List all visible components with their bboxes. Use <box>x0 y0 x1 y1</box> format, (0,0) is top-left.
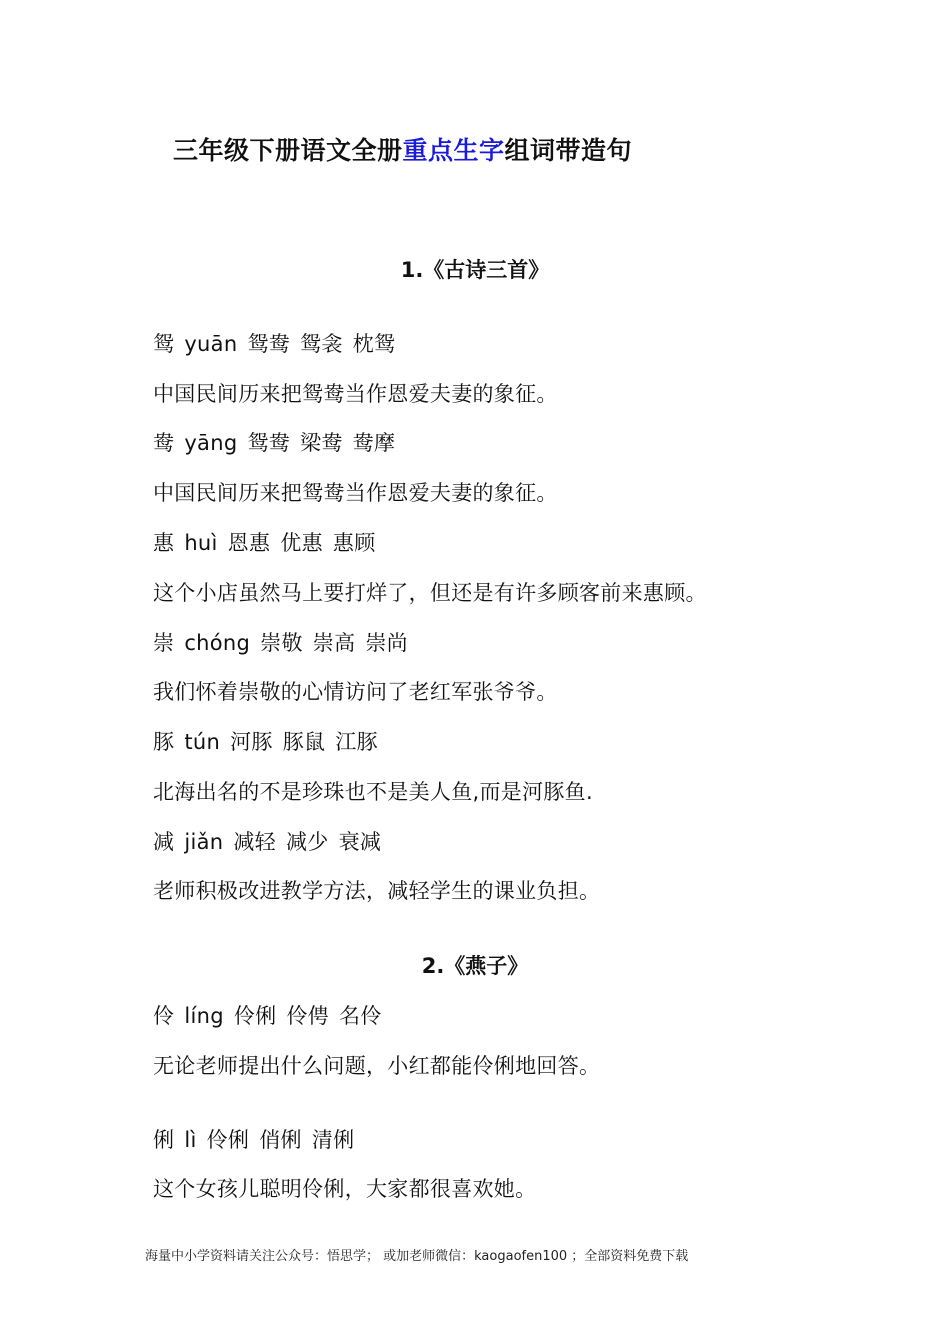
entry-char: 惠 <box>153 531 175 555</box>
entry-word: 枕鸳 <box>352 332 396 356</box>
entry-word: 崇敬 <box>260 631 303 655</box>
entry-char: 豚 <box>153 730 175 754</box>
entry-pinyin: líng <box>184 1004 224 1028</box>
entry-pinyin: yāng <box>184 431 238 455</box>
entry-sentence: 这个小店虽然马上要打烊了，但还是有许多顾客前来惠顾。 <box>153 581 707 605</box>
page-title-part1: 三年级下册语文全册 <box>173 136 403 165</box>
entry-sentence: 我们怀着崇敬的心情访问了老红军张爷爷。 <box>153 680 558 704</box>
footer-note: 海量中小学资料请关注公众号：悟思学； 或加老师微信：kaogaofen100 ；全部资料免费下载 <box>145 1249 689 1264</box>
entry-pinyin: yuān <box>184 332 238 356</box>
entry-sentence: 老师积极改进教学方法，减轻学生的课业负担。 <box>153 879 601 903</box>
entry-header <box>153 427 405 457</box>
entry-char: 伶 <box>153 1004 175 1028</box>
entry-word: 豚鼠 <box>282 730 326 754</box>
entry-char: 减 <box>153 830 175 854</box>
entry-word: 鸳鸯 <box>247 431 291 455</box>
entry-word: 名伶 <box>339 1004 382 1028</box>
entry-word: 鸳衾 <box>300 332 343 356</box>
entry-word: 恩惠 <box>227 531 271 555</box>
entry-word: 崇高 <box>312 631 356 655</box>
entry-char: 崇 <box>153 631 175 655</box>
entry-word: 减轻 <box>233 830 276 854</box>
entry-word: 优惠 <box>280 531 323 555</box>
page-title <box>173 131 632 167</box>
entry-word: 惠顾 <box>332 531 376 555</box>
entry-pinyin: tún <box>184 730 221 754</box>
entry-pinyin: chóng <box>184 631 251 655</box>
entry-sentence: 中国民间历来把鸳鸯当作恩爱夫妻的象征。 <box>153 481 558 505</box>
entry-header <box>153 527 386 557</box>
entry-word: 减少 <box>285 830 329 854</box>
entry-header <box>153 826 391 856</box>
entry-word: 鸳鸯 <box>247 332 291 356</box>
entry-word: 鸯摩 <box>352 431 396 455</box>
entry-pinyin: jiǎn <box>184 830 224 854</box>
entry-sentence: 中国民间历来把鸳鸯当作恩爱夫妻的象征。 <box>153 382 558 406</box>
entry-word: 衰减 <box>338 830 382 854</box>
entry-pinyin: huì <box>184 531 218 555</box>
entry-sentence: 北海出名的不是珍珠也不是美人鱼,而是河豚鱼. <box>153 780 593 804</box>
entry-char: 俐 <box>153 1128 175 1152</box>
entry-pinyin: lì <box>184 1128 197 1152</box>
page-title-part2: 组词带造句 <box>504 136 633 165</box>
entry-word: 崇尚 <box>365 631 408 655</box>
entry-header <box>153 1000 392 1030</box>
entry-word: 伶俜 <box>286 1004 330 1028</box>
page-title-highlight: 重点生字 <box>402 136 505 165</box>
entry-sentence: 无论老师提出什么问题，小红都能伶俐地回答。 <box>153 1054 601 1078</box>
entry-sentence: 这个女孩儿聪明伶俐，大家都很喜欢她。 <box>153 1177 537 1201</box>
section-heading-2: 2.《燕子》 <box>421 954 529 978</box>
entry-header <box>153 328 405 358</box>
entry-word: 清俐 <box>311 1128 355 1152</box>
entry-char: 鸯 <box>153 431 175 455</box>
entry-word: 梁鸯 <box>300 431 343 455</box>
entry-word: 伶俐 <box>206 1128 250 1152</box>
section-heading-1: 1.《古诗三首》 <box>400 258 550 282</box>
entry-header <box>153 1124 364 1154</box>
entry-char: 鸳 <box>153 332 175 356</box>
entry-word: 伶俐 <box>233 1004 277 1028</box>
entry-header <box>153 726 388 756</box>
entry-word: 河豚 <box>230 730 273 754</box>
entry-word: 俏俐 <box>259 1128 302 1152</box>
entry-header <box>153 627 418 657</box>
entry-word: 江豚 <box>335 730 378 754</box>
